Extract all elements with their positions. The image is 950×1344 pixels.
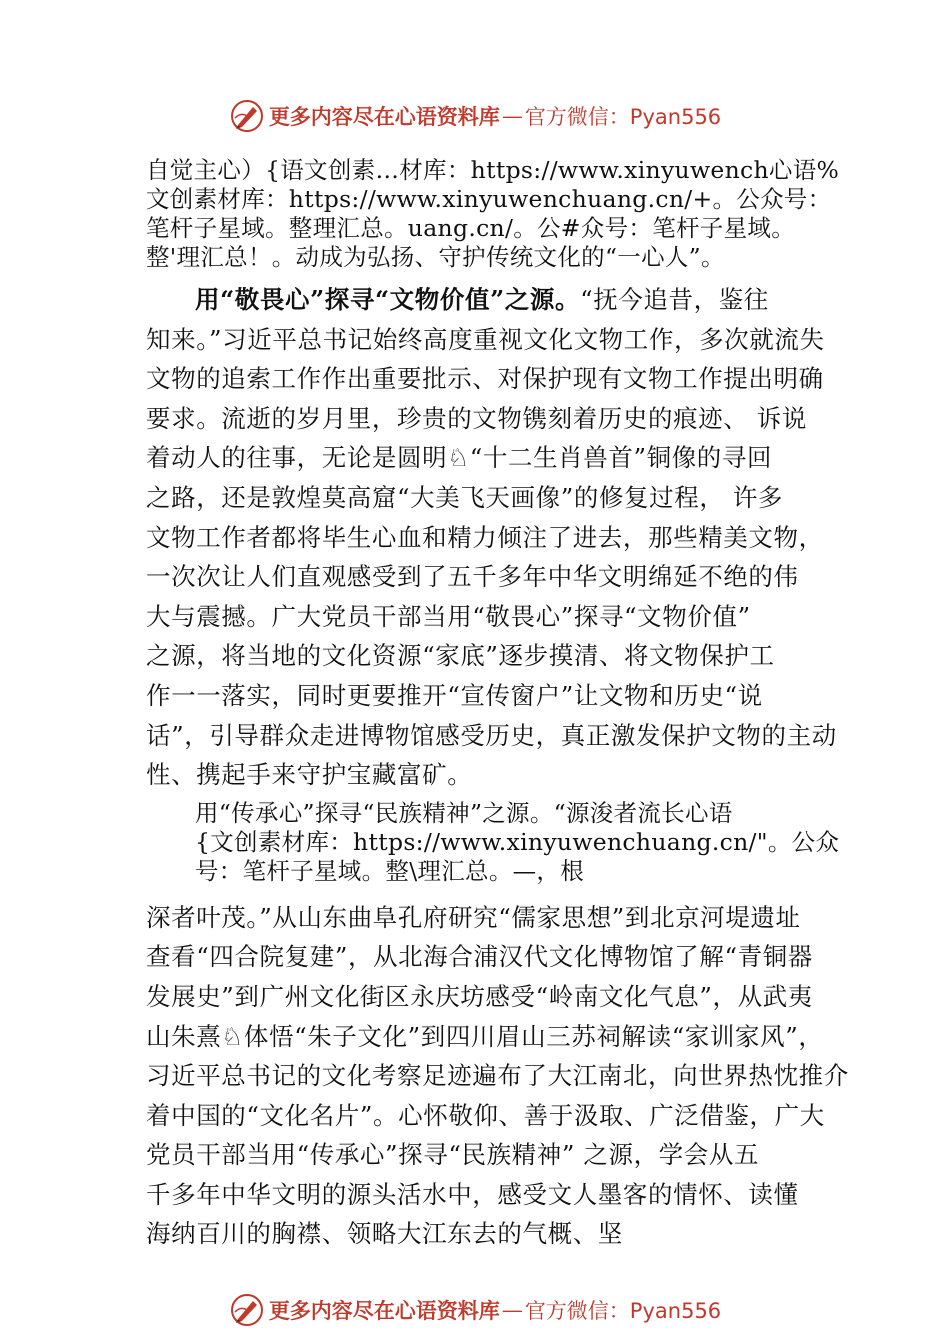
text-line: 查看“四合院复建”，从北海合浦汉代文化博物馆了解“青铜器 (146, 942, 813, 972)
text-line: 着中国的“文化名片”。心怀敬仰、善于汲取、广泛借鉴，广大 (146, 1100, 825, 1130)
banner-brand: 更多内容尽在心语资料库 (268, 104, 500, 129)
banner-dash: — (501, 104, 523, 128)
text-line: 千多年中华文明的源头活水中，感受文人墨客的情怀、读懂 (146, 1179, 799, 1209)
text-line: 文创素材库：https://www.xinyuwenchuang.cn/+。公众号： (146, 185, 832, 213)
text-line: 之路，还是敦煌莫高窟“大美飞天画像”的修复过程， 许多 (146, 482, 784, 512)
text-line: 知来。”习近平总书记始终高度重视文化文物工作，多次就流失 (146, 324, 825, 354)
text-line: 性、携起手来守护宝藏富矿。 (146, 760, 473, 790)
banner-wechat: 官方微信：Pyan556 (524, 1299, 722, 1323)
paragraph-4 (146, 898, 849, 1254)
text-line: 作一一落实，同时更要推开“宣传窗户”让文物和历史“说 (146, 680, 763, 710)
text-line: 党员干部当用“传承心”探寻“民族精神” 之源，学会从五 (146, 1140, 760, 1170)
text-line: 发展史”到广州文化街区永庆坊感受“岭南文化气息”，从武夷 (146, 981, 813, 1011)
text-line: 文物工作者都将毕生心血和精力倾注了进去，那些精美文物， (146, 522, 824, 552)
ocr-block-1 (146, 156, 846, 272)
text-line: 号：笔杆子星域。整\理汇总。—，根 (195, 856, 585, 885)
banner-brand: 更多内容尽在心语资料库 (268, 1298, 500, 1323)
text-line: 用“传承心”探寻“民族精神”之源。“源浚者流长心语 (195, 798, 733, 827)
text-line: 话”，引导群众走进博物馆感受历史，真正激发保护文物的主动 (146, 720, 837, 750)
text-line: 要求。流逝的岁月里，珍贵的文物镌刻着历史的痕迹、 诉说 (146, 403, 807, 433)
banner-wechat: 官方微信：Pyan556 (524, 105, 722, 129)
pen-logo-icon (229, 1292, 265, 1328)
text-line: 着动人的往事，无论是圆明♘“十二生肖兽首”铜像的寻回 (146, 443, 773, 473)
pen-logo-icon (229, 98, 265, 134)
text-line: 一次次让人们直观感受到了五千多年中华文明绵延不绝的伟 (146, 562, 799, 592)
text-line: 文物的追索工作作出重要批示、对保护现有文物工作提出明确 (146, 364, 824, 394)
text-line: {文创素材库：https://www.xinyuwenchuang.cn/"。公众 (195, 827, 840, 856)
text-line: 大与震撼。广大党员干部当用“敬畏心”探寻“文物价值” (146, 601, 751, 631)
banner-dash: — (501, 1298, 523, 1322)
document-body (146, 156, 849, 1254)
text-line: 深者叶茂。”从山东曲阜孔府研究“儒家思想”到北京河堤遗址 (146, 902, 801, 932)
paragraph-heading: 用“敬畏心”探寻“文物价值”之源。 (195, 285, 581, 314)
text-line: 山朱熹♘体悟“朱子文化”到四川眉山三苏祠解读“家训家风”， (146, 1021, 824, 1051)
footer-banner (0, 1290, 950, 1330)
paragraph-2 (146, 280, 846, 795)
text-line: 自觉主心）{语文创素…材库：https://www.xinyuwench心语% (146, 156, 840, 184)
text-line: 习近平总书记的文化考察足迹遍布了大江南北，向世界热忱推介 (146, 1061, 849, 1091)
text-line: 之源，将当地的文化资源“家底”逐步摸清、将文物保护工 (146, 641, 775, 671)
ocr-block-3 (146, 799, 846, 886)
paragraph-first-line (146, 280, 846, 320)
paragraph-text: “抚今追昔，鉴往 (580, 285, 769, 314)
text-line: 海纳百川的胸襟、领略大江东去的气概、坚 (146, 1219, 623, 1249)
header-banner (0, 96, 950, 136)
text-line: 笔杆子星域。整理汇总。uang.cn/。公#众号：笔杆子星域。 (146, 214, 795, 242)
text-line: 整'理汇总！。动成为弘扬、守护传统文化的“一心人”。 (146, 243, 725, 271)
